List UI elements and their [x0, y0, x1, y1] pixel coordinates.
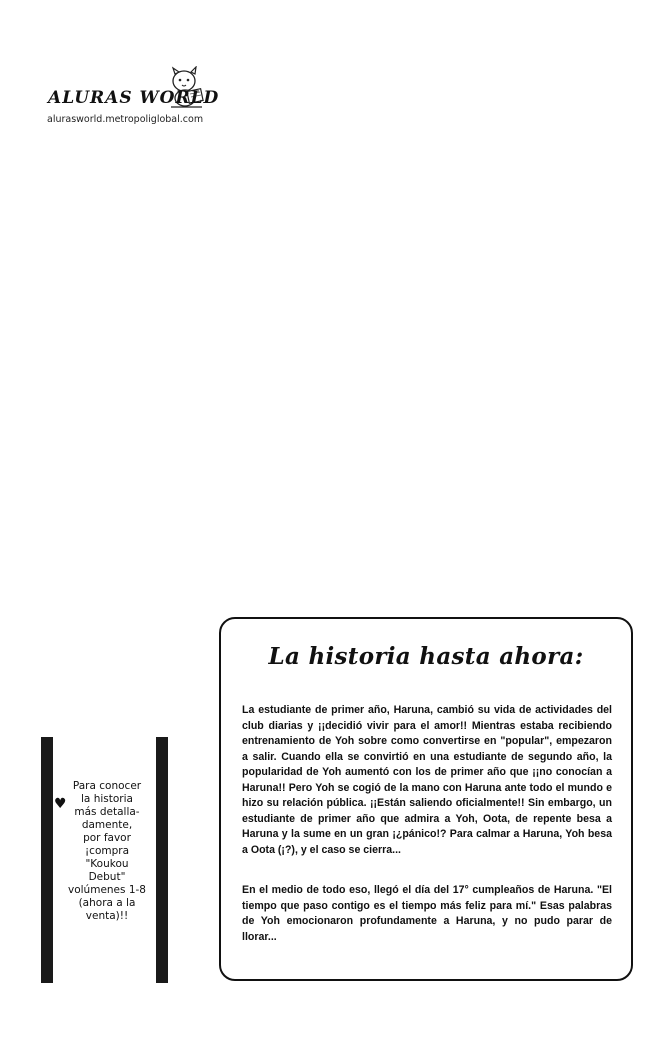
side-note-line: "Koukou [85, 858, 129, 870]
side-note [66, 780, 148, 923]
logo-url: alurasworld.metropoliglobal.com [47, 114, 204, 125]
site-logo [44, 64, 220, 128]
side-note-line: ¡compra [84, 845, 130, 857]
side-note-line: Debut" [88, 871, 126, 883]
story-paragraph-2: En el medio de todo eso, llegó el día del 17° cumpleaños de Haruna. "El tiempo que paso contigo es el tiempo más feliz para mí." Esas palabras de Yoh emocionaron profundamente a Haruna, y no pudo parar de llorar... [242, 884, 612, 943]
story-paragraph-1: La estudiante de primer año, Haruna, cambió su vida de actividades del club diarias y ¡¡decidió vivir para el amor!! Mientras estaba recibiendo entrenamiento de Yoh sobre como convertirse en "popular", empezaron a salir. Cuando ella se convirtió en una estudiante de segundo año, la popularidad de Yoh aumentó con los de primer año que ¡¡no conocían a Haruna!! Pero Yoh se cogió de la mano con Haruna ante todo el mundo e hizo su relación pública. ¡¡Están saliendo oficialmente!! Sin embargo, un estudiante de primer año que admira a Yoh, Oota, de repente besa a Haruna y la sume en un gran ¡¿pánico!? Para calmar a Haruna, Yoh besa a Oota (¡?), y el caso se cierra... [242, 704, 612, 856]
side-bar-right [156, 737, 168, 983]
side-note-line: venta)!! [85, 910, 129, 922]
logo-title: ALURAS WORLD [48, 88, 220, 108]
story-summary-box [219, 617, 633, 981]
story-title: La historia hasta ahora: [268, 643, 584, 670]
side-bar-left [41, 737, 53, 983]
side-note-line: Para conocer [72, 780, 142, 792]
side-note-line: más detalla- [74, 806, 140, 818]
heart-icon: ♥ [54, 796, 67, 812]
side-note-line: volúmenes 1-8 [68, 884, 146, 896]
side-note-line: damente, [81, 819, 133, 831]
side-note-line: por favor [83, 832, 131, 844]
side-note-line: (ahora a la [78, 897, 136, 909]
side-note-line: la historia [81, 793, 133, 805]
